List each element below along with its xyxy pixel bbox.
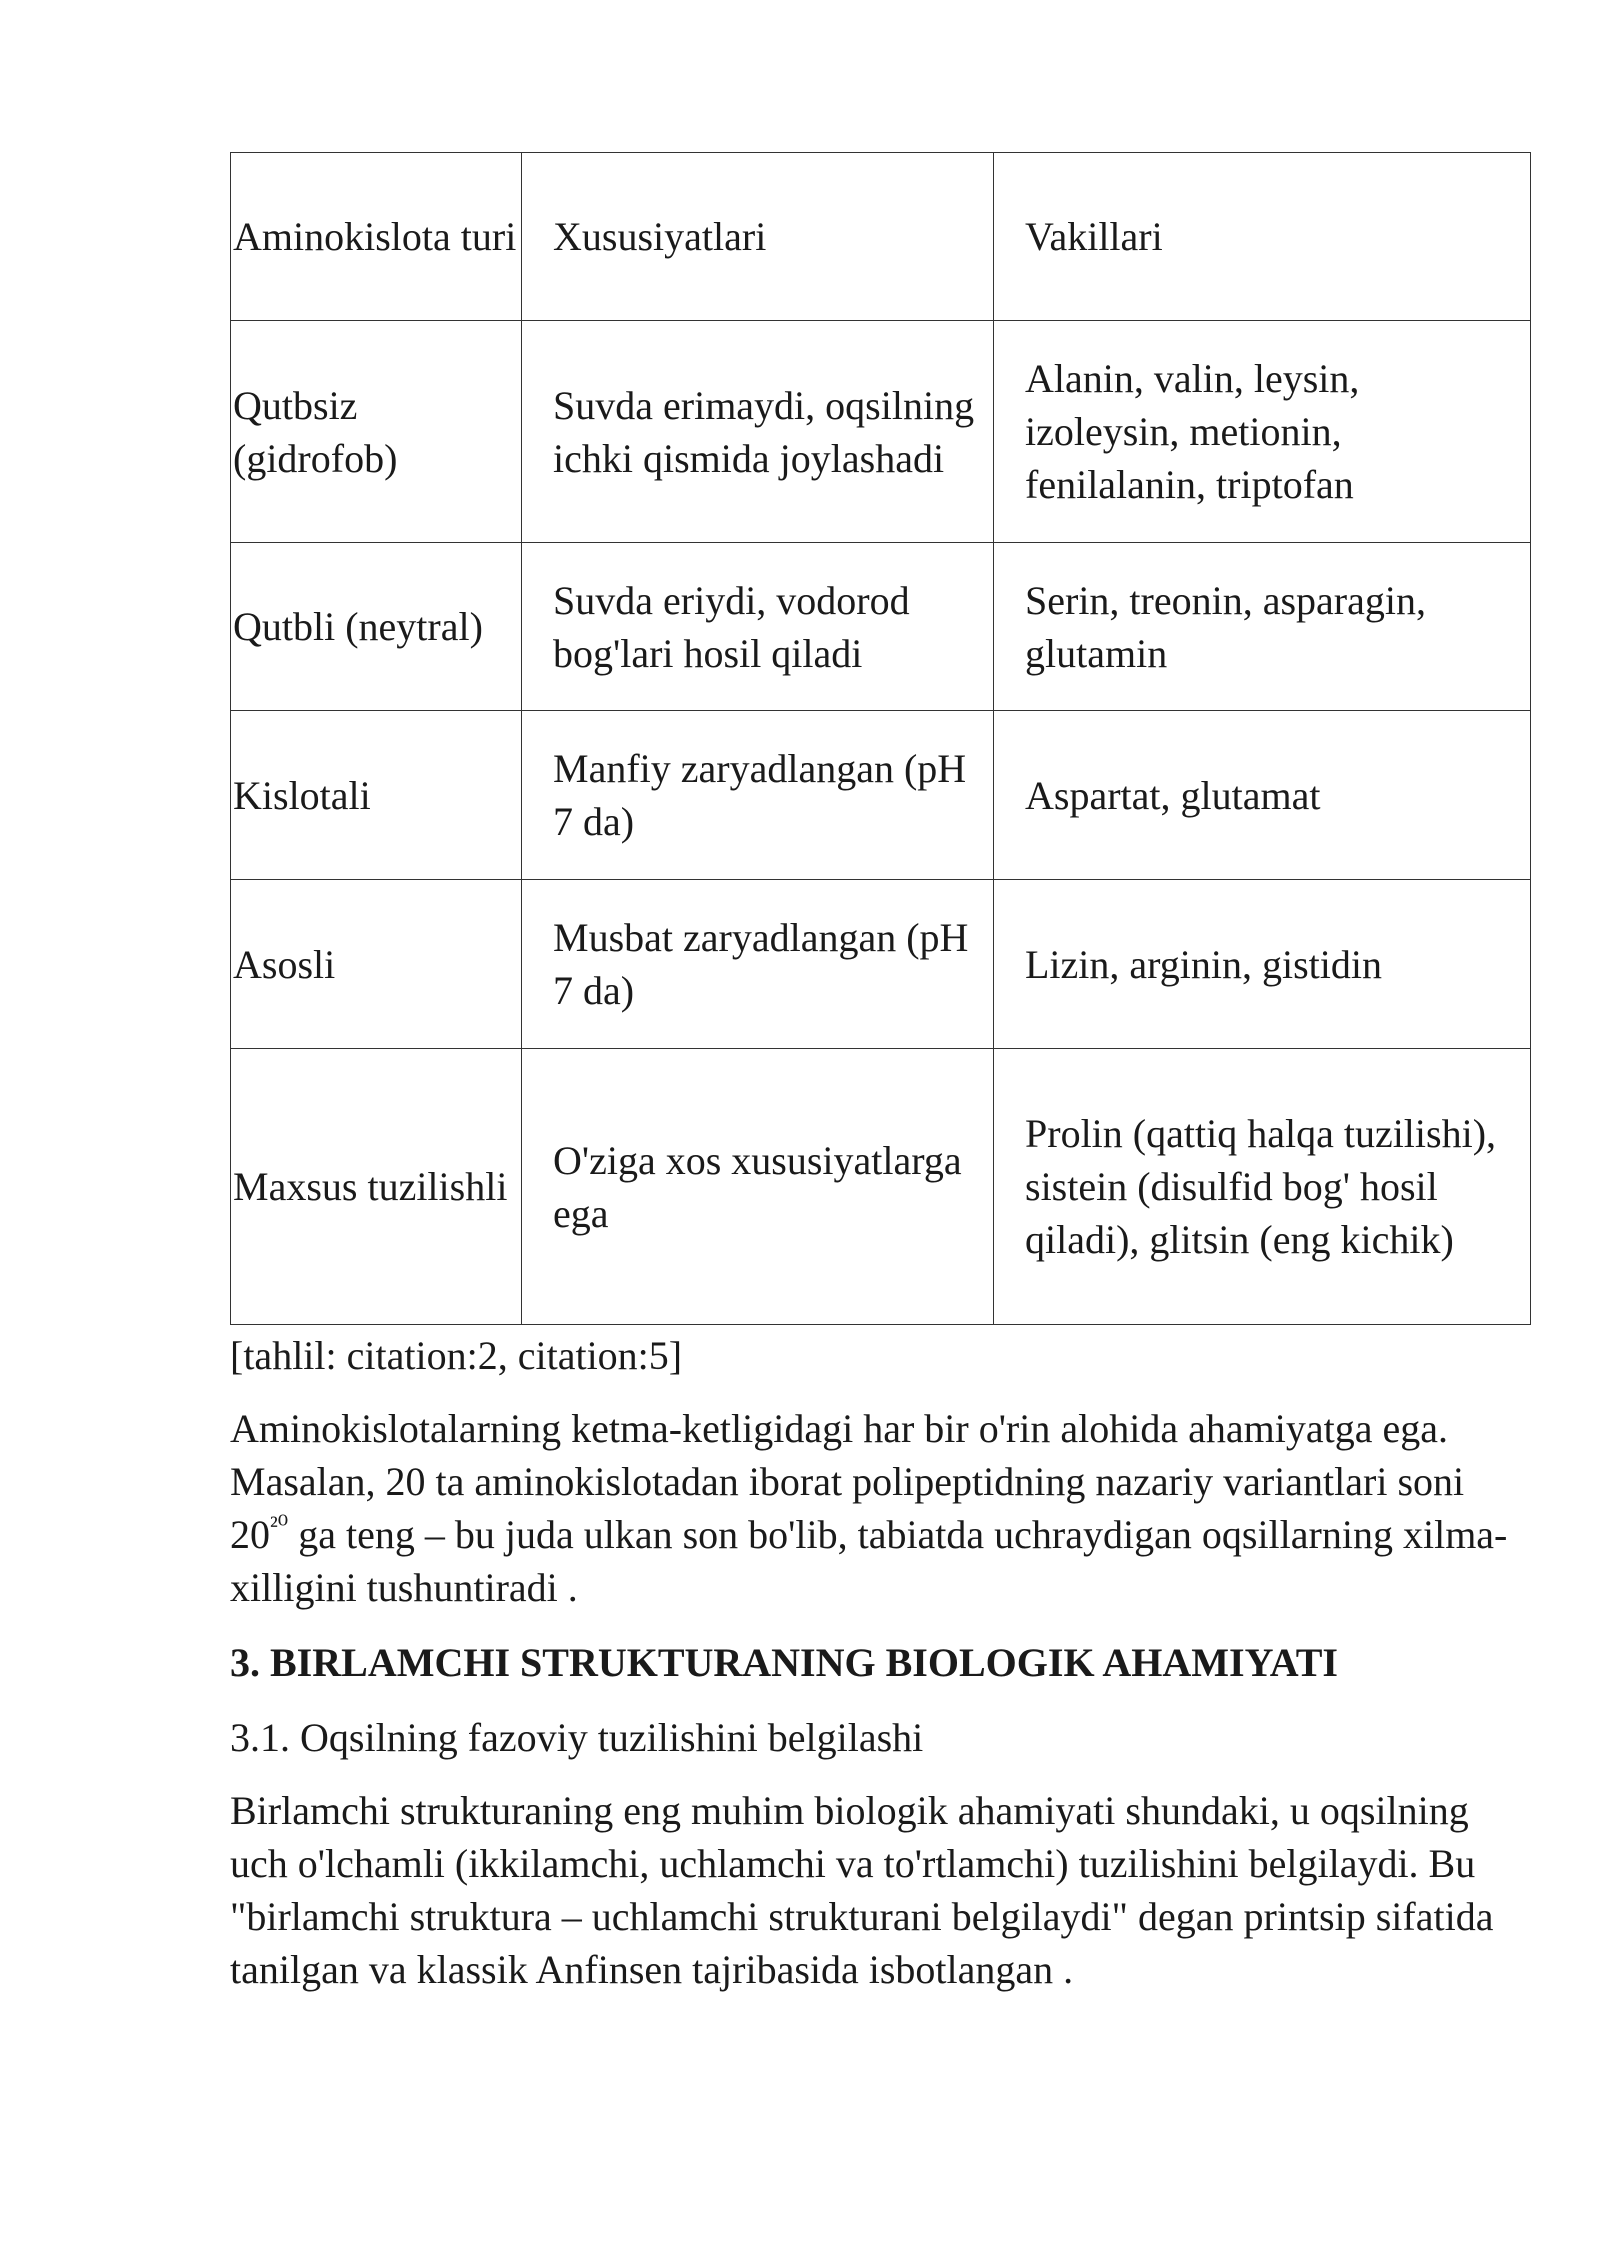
table-cell-representatives: Lizin, arginin, gistidin: [994, 880, 1531, 1049]
table-cell-representatives: Aspartat, glutamat: [994, 711, 1531, 880]
paragraph-primary-structure: Birlamchi strukturaning eng muhim biologik ahamiyati shundaki, u oqsilning uch o'lchamli (ikkilamchi, uchlamchi va to'rtlamchi) tuzilishini belgilaydi. Bu "birlamchi struktura – uchlamchi strukturani belgilaydi" degan printsip sifatida tanilgan va klassik Anfinsen tajribasida isbotlangan .: [230, 1788, 1494, 1992]
table-cell-type: Kislotali: [231, 711, 522, 880]
table-citation: [tahlil: citation:2, citation:5]: [230, 1333, 683, 1378]
table-row: [231, 543, 1531, 711]
table-cell-properties: Musbat zaryadlangan (pH 7 da): [522, 880, 994, 1049]
table-cell-properties: O'ziga xos xususiyatlarga ega: [522, 1049, 994, 1325]
subsection-heading: 3.1. Oqsilning fazoviy tuzilishini belgilashi: [230, 1715, 924, 1760]
section-heading: 3. BIRLAMCHI STRUKTURANING BIOLOGIK AHAMIYATI: [230, 1640, 1338, 1685]
table-row: [231, 880, 1531, 1049]
superscript-exponent: ²⁰: [270, 1511, 289, 1540]
table-cell-type: Asosli: [231, 880, 522, 1049]
header-cell-type: Aminokislota turi: [231, 153, 522, 321]
table-row: [231, 711, 1531, 880]
table-cell-representatives: Serin, treonin, asparagin, glutamin: [994, 543, 1531, 711]
paragraph-text-after: ga teng – bu juda ulkan son bo'lib, tabiatda uchraydigan oqsillarning xilma-xilligini tushuntiradi .: [230, 1512, 1508, 1610]
table-cell-properties: Suvda erimaydi, oqsilning ichki qismida joylashadi: [522, 321, 994, 543]
paragraph-sequence-importance: [230, 1402, 1530, 1614]
table-cell-representatives: Prolin (qattiq halqa tuzilishi), sistein (disulfid bog' hosil qiladi), glitsin (eng kichik): [994, 1049, 1531, 1325]
paragraph-text-before: Aminokislotalarning ketma-ketligidagi har bir o'rin alohida ahamiyatga ega. Masalan, 20 ta aminokislotadan iborat polipeptidning nazariy variantlari soni 20: [230, 1406, 1465, 1557]
header-cell-properties: Xususiyatlari: [522, 153, 994, 321]
table-row: [231, 321, 1531, 543]
amino-acid-table: [230, 152, 1531, 1325]
table-cell-type: Maxsus tuzilishli: [231, 1049, 522, 1325]
table-cell-properties: Suvda eriydi, vodorod bog'lari hosil qiladi: [522, 543, 994, 711]
header-cell-representatives: Vakillari: [994, 153, 1531, 321]
table-header-row: [231, 153, 1531, 321]
table-cell-type: Qutbli (neytral): [231, 543, 522, 711]
table-cell-type: Qutbsiz (gidrofob): [231, 321, 522, 543]
document-page: [230, 152, 1530, 1996]
table-cell-properties: Manfiy zaryadlangan (pH 7 da): [522, 711, 994, 880]
table-cell-representatives: Alanin, valin, leysin, izoleysin, metionin, fenilalanin, triptofan: [994, 321, 1531, 543]
table-row: [231, 1049, 1531, 1325]
